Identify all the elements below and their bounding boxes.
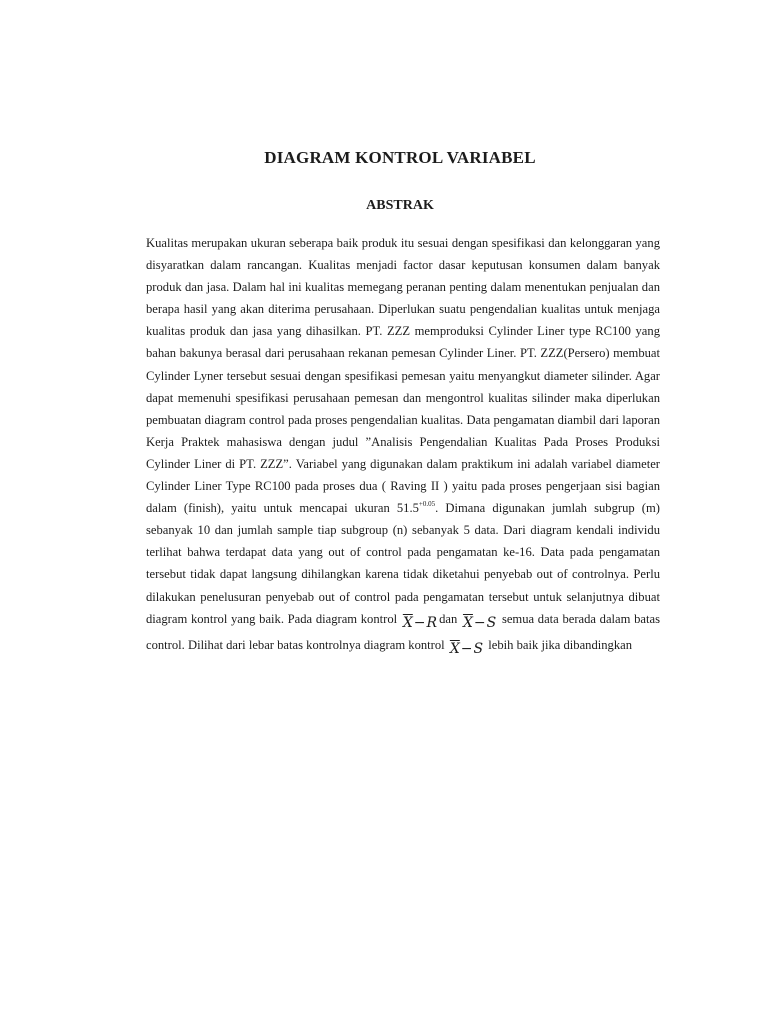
abstract-text-part-5: lebih baik jika dibandingkan	[488, 637, 633, 652]
formula-r-symbol: R	[426, 614, 438, 631]
abstract-heading: ABSTRAK	[366, 198, 434, 213]
formula-minus: −	[460, 640, 473, 657]
formula-xbar-r	[401, 612, 439, 634]
formula-xbar-symbol: $\overline{X}$	[462, 614, 473, 631]
abstract-text-part-4: semua data berada dalam batas control. Dilihat dari lebar batas kontrolnya diagram kontrol	[146, 611, 660, 652]
abstract-body	[146, 232, 660, 660]
formula-xbar-symbol: $\overline{X}$	[402, 614, 413, 631]
formula-xbar-symbol: $\overline{X}$	[449, 640, 460, 657]
formula-minus: −	[413, 614, 426, 631]
abstract-text-part-1: Kualitas merupakan ukuran seberapa baik produk itu sesuai dengan spesifikasi dan kelonggaran yang disyaratkan dalam rancangan. Kualitas menjadi factor dasar keputusan konsumen dalam banyak produk dan jasa. Dalam hal ini kualitas memegang peranan penting dalam menentukan penjualan dan berapa hasil yang akan diterima perusahaan. Diperlukan suatu pengendalian kualitas untuk menjaga kualitas produk dan jasa yang dihasilkan. PT. ZZZ memproduksi Cylinder Liner type RC100 yang bahan bakunya berasal dari perusahaan rekanan pemesan Cylinder Liner. PT. ZZZ(Persero) membuat Cylinder Lyner tersebut sesuai dengan spesifikasi pemesan yaitu menyangkut diameter silinder. Agar dapat memenuhi spesifikasi perusahaan pemesan dan mengontrol kualitas silinder maka diperlukan pembuatan diagram control pada proses pengendalian kualitas. Data pengamatan diambil dari laporan Kerja Praktek mahasiswa dengan judul ”Analisis Pengendalian Kualitas Pada Proses Produksi Cylinder Liner di PT. ZZZ”. Variabel yang digunakan dalam praktikum ini adalah variabel diameter Cylinder Liner Type RC100 pada proses dua ( Raving II ) yaitu pada proses pengerjaan sisi bagian dalam (finish), yaitu untuk mencapai ukuran 51.5	[146, 236, 660, 516]
tolerance-superscript: +0.05	[418, 500, 436, 509]
document-title: DIAGRAM KONTROL VARIABEL	[264, 148, 536, 167]
formula-s-symbol: S	[486, 614, 497, 631]
formula-xbar-s	[461, 612, 498, 634]
formula-xbar-s-second	[448, 638, 485, 660]
formula-s-symbol: S	[473, 640, 484, 657]
abstract-text-part-2: . Dimana digunakan jumlah subgrup (m) sebanyak 10 dan jumlah sample tiap subgroup (n) sebanyak 5 data. Dari diagram kendali individu terlihat bahwa terdapat data yang out of control pada pengamatan ke-16. Data pada pengamatan tersebut tidak dapat langsung dihilangkan karena tidak diketahui penyebab out of controlnya. Perlu dilakukan penelusuran penyebab out of control pada pengamatan tersebut untuk selanjutnya dibuat diagram kontrol yang baik. Pada diagram kontrol	[146, 501, 660, 626]
formula-minus: −	[473, 614, 486, 631]
abstract-text-dan: dan	[439, 611, 458, 626]
